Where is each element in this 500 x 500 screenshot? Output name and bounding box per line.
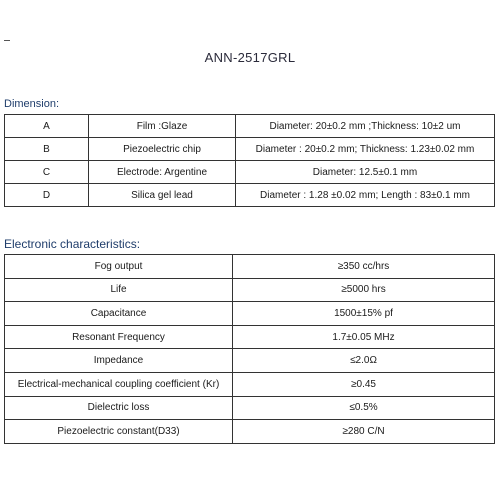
value-cell: ≥350 cc/hrs: [233, 255, 495, 279]
table-row: [5, 255, 495, 279]
parameter-cell: Piezoelectric constant(D33): [5, 420, 233, 444]
dimension-part-cell: Silica gel lead: [89, 184, 236, 207]
table-row: [5, 115, 495, 138]
parameter-cell: Life: [5, 278, 233, 302]
value-cell: ≤0.5%: [233, 396, 495, 420]
dimension-section-label: Dimension:: [4, 98, 60, 110]
value-cell: ≥280 C/N: [233, 420, 495, 444]
dimension-part-cell: Piezoelectric chip: [89, 138, 236, 161]
value-cell: 1.7±0.05 MHz: [233, 325, 495, 349]
table-row: [5, 325, 495, 349]
parameter-cell: Capacitance: [5, 302, 233, 326]
dimension-id-cell: B: [5, 138, 89, 161]
table-row: [5, 372, 495, 396]
parameter-cell: Resonant Frequency: [5, 325, 233, 349]
parameter-cell: Impedance: [5, 349, 233, 373]
dimension-id-cell: C: [5, 161, 89, 184]
table-row: [5, 278, 495, 302]
dimension-part-cell: Electrode: Argentine: [89, 161, 236, 184]
parameter-cell: Fog output: [5, 255, 233, 279]
value-cell: ≤2.0Ω: [233, 349, 495, 373]
dimension-spec-cell: Diameter : 1.28 ±0.02 mm; Length : 83±0.1 mm: [236, 184, 495, 207]
electronic-section-label: Electronic characteristics:: [4, 237, 141, 251]
table-row: [5, 138, 495, 161]
dimension-spec-cell: Diameter : 20±0.2 mm; Thickness: 1.23±0.02 mm: [236, 138, 495, 161]
value-cell: 1500±15% pf: [233, 302, 495, 326]
dimension-spec-cell: Diameter: 12.5±0.1 mm: [236, 161, 495, 184]
dimension-part-cell: Film :Glaze: [89, 115, 236, 138]
table-row: [5, 302, 495, 326]
document-title: ANN-2517GRL: [204, 50, 296, 65]
value-cell: ≥0.45: [233, 372, 495, 396]
dimension-id-cell: A: [5, 115, 89, 138]
dimension-id-cell: D: [5, 184, 89, 207]
parameter-cell: Electrical-mechanical coupling coefficient (Kr): [5, 372, 233, 396]
value-cell: ≥5000 hrs: [233, 278, 495, 302]
parameter-cell: Dielectric loss: [5, 396, 233, 420]
corner-mark: [4, 40, 10, 41]
dimension-spec-cell: Diameter: 20±0.2 mm ;Thickness: 10±2 um: [236, 115, 495, 138]
dimension-table: [4, 114, 495, 207]
electronic-table: [4, 254, 495, 444]
table-row: [5, 161, 495, 184]
table-row: [5, 420, 495, 444]
table-row: [5, 396, 495, 420]
table-row: [5, 184, 495, 207]
table-row: [5, 349, 495, 373]
